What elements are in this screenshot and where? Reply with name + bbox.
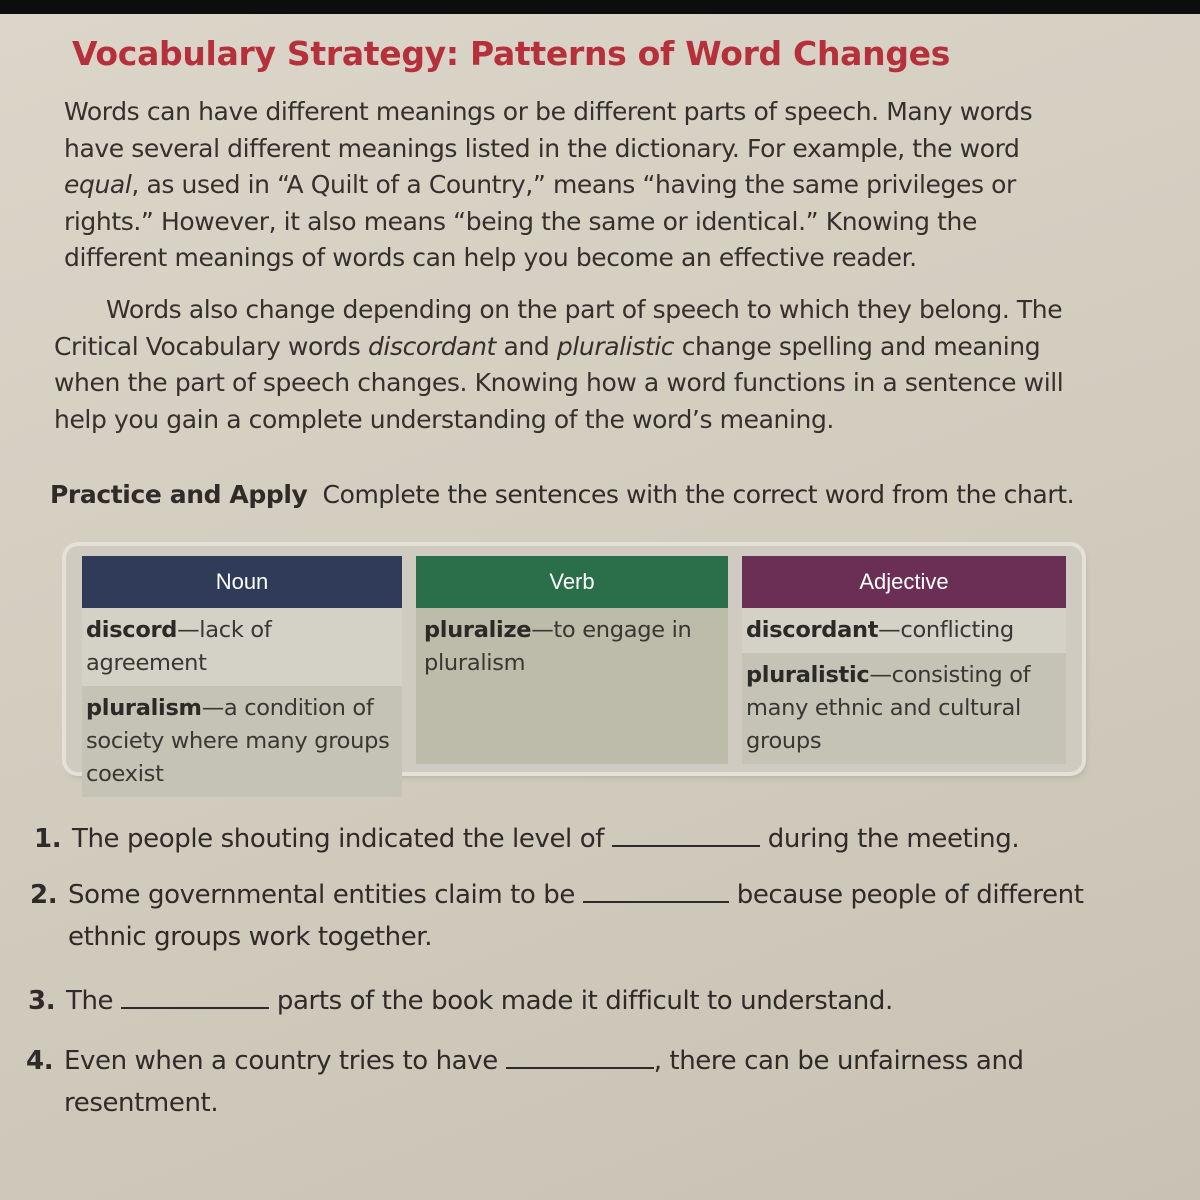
word-change-paragraph — [54, 292, 1084, 438]
question-3 — [28, 980, 1128, 1022]
question-number: 2. — [30, 880, 58, 910]
practice-instruction — [50, 480, 1180, 509]
question-continuation: resentment. — [64, 1088, 219, 1118]
p2-text-2: and — [495, 331, 557, 361]
noun-entry-discord — [82, 608, 402, 686]
noun-column — [82, 556, 402, 787]
answer-blank-1[interactable] — [612, 821, 760, 847]
adjective-word: pluralistic — [746, 662, 870, 688]
verb-word: pluralize — [424, 617, 532, 643]
p2-word-discordant: discordant — [367, 331, 496, 361]
intro-text-start: Words can have different meanings or be different parts of speech. Many words have several different meanings listed in the dictionary. For example, the word — [64, 97, 1033, 163]
p2-word-pluralistic: pluralistic — [556, 331, 675, 361]
question-2 — [30, 874, 1130, 958]
question-text-before: Even when a country tries to have — [64, 1046, 498, 1076]
adjective-entry-pluralistic — [742, 653, 1066, 764]
noun-definition: —lack of agreement — [86, 617, 272, 676]
intro-text-end: , as used in “A Quilt of a Country,” means “having the same privileges or rights.” However, it also means “being the same or identical.” Knowing the different meanings of words can help you become an effective reader. — [64, 170, 1016, 272]
practice-label: Practice and Apply — [50, 480, 308, 509]
practice-text: Complete the sentences with the correct word from the chart. — [322, 480, 1075, 509]
adjective-entry-discordant — [742, 608, 1066, 653]
page-title: Vocabulary Strategy: Patterns of Word Changes — [72, 34, 951, 73]
answer-blank-4[interactable] — [506, 1043, 654, 1069]
adjective-header: Adjective — [742, 556, 1066, 608]
verb-header: Verb — [416, 556, 728, 608]
verb-definition: —to engage in pluralism — [424, 617, 692, 676]
question-text-after: during the meeting. — [767, 824, 1020, 854]
question-number: 4. — [26, 1046, 54, 1076]
question-text-before: The people shouting indicated the level of — [72, 824, 604, 854]
p2-text-1: Words also change depending on the part of speech to which they belong. The Critical Vocabulary words — [54, 295, 1063, 361]
question-number: 3. — [28, 986, 56, 1016]
question-1 — [34, 818, 1134, 860]
question-text-after: , there can be unfairness and — [653, 1046, 1024, 1076]
noun-definition: —a condition of society where many groups coexist — [86, 695, 390, 787]
question-text-before: The — [66, 986, 114, 1016]
intro-paragraph — [64, 94, 1064, 277]
question-text-after: because people of different — [736, 880, 1084, 910]
answer-blank-2[interactable] — [583, 877, 729, 903]
verb-column — [416, 556, 728, 764]
noun-word: pluralism — [86, 695, 202, 721]
adjective-definition: —consisting of many ethnic and cultural groups — [746, 662, 1031, 754]
adjective-word: discordant — [746, 617, 879, 643]
noun-entry-pluralism — [82, 686, 402, 797]
question-text-after: parts of the book made it difficult to understand. — [276, 986, 893, 1016]
noun-header: Noun — [82, 556, 402, 608]
adjective-column — [742, 556, 1066, 766]
p2-text-3: change spelling and meaning when the part of speech changes. Knowing how a word functions in a sentence will help you gain a complete understanding of the word’s meaning. — [54, 331, 1064, 434]
intro-example-word: equal — [64, 170, 132, 199]
question-continuation: ethnic groups work together. — [68, 922, 433, 952]
word-forms-chart — [66, 546, 1082, 787]
verb-entry-pluralize — [416, 608, 728, 686]
adjective-definition: —conflicting — [878, 617, 1014, 643]
question-number: 1. — [34, 824, 62, 854]
question-text-before: Some governmental entities claim to be — [68, 880, 575, 910]
answer-blank-3[interactable] — [121, 983, 269, 1009]
noun-word: discord — [86, 617, 178, 643]
question-4 — [26, 1040, 1126, 1124]
